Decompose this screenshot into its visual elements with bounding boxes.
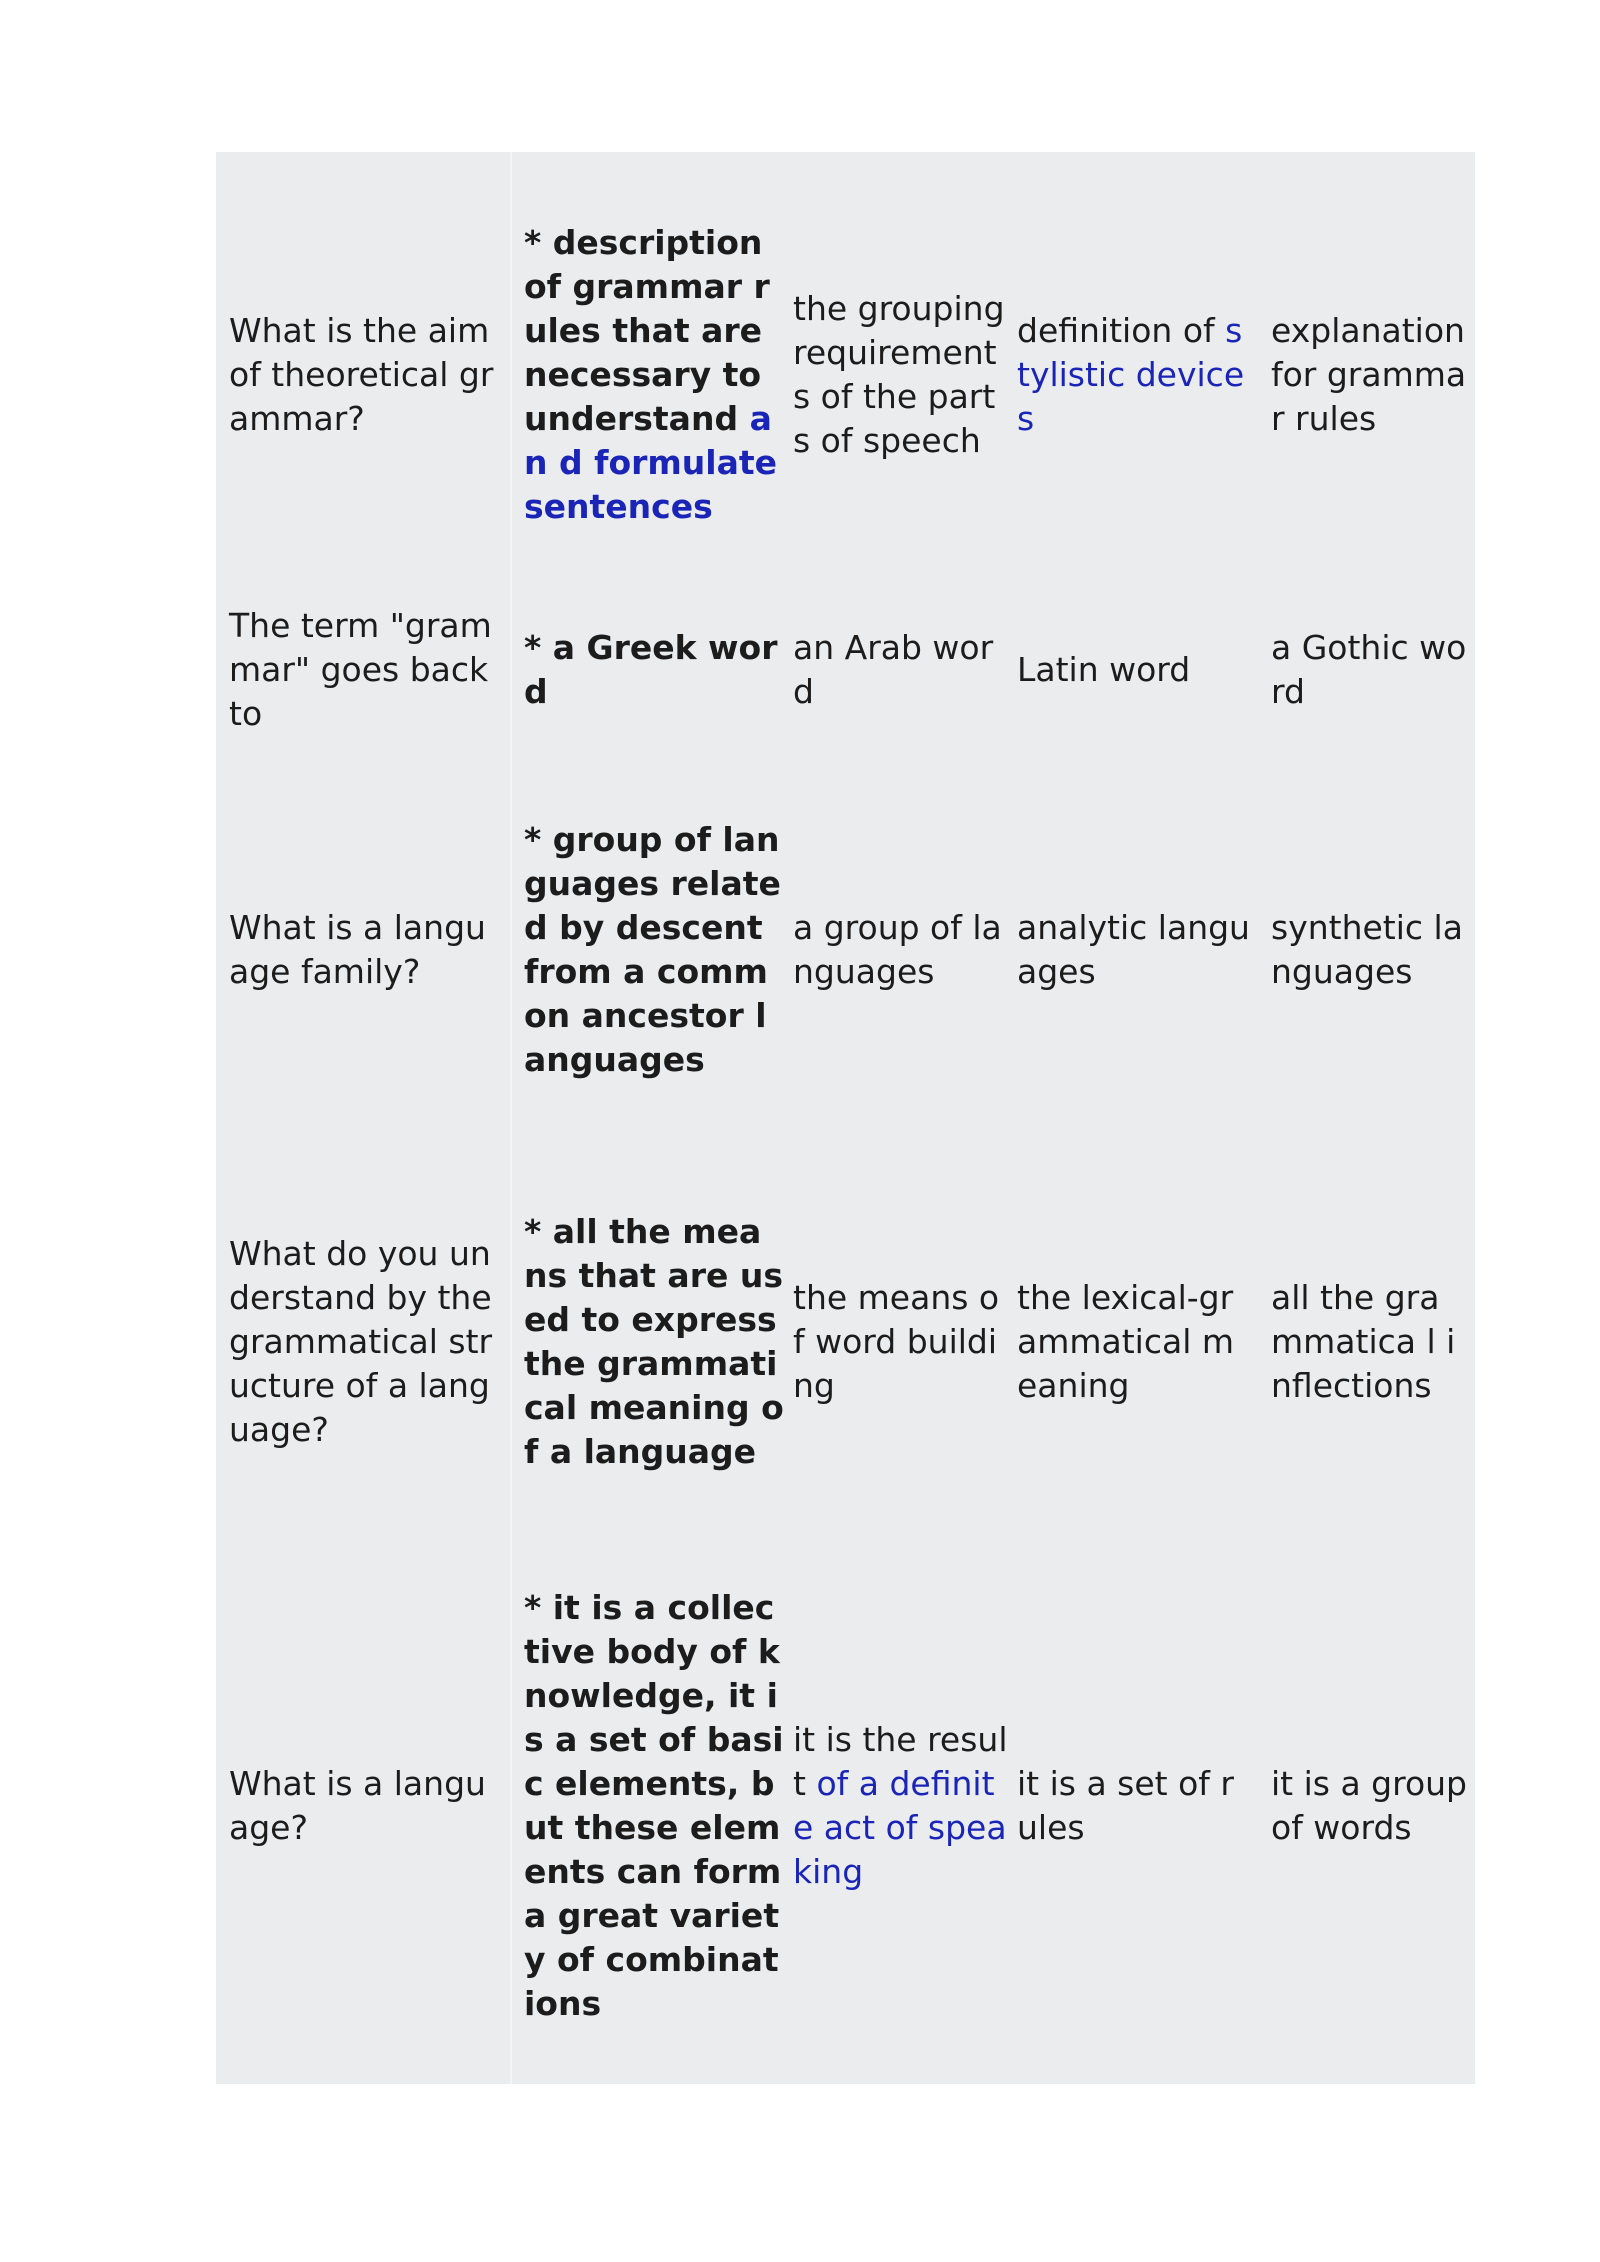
- option-2-cell: definition of stylistic devices: [1017, 310, 1245, 438]
- option-1-cell: the grouping requirement s of the parts of speech: [793, 288, 1005, 460]
- table-row: [216, 597, 1475, 742]
- table-row: [216, 742, 1475, 1157]
- option-2-cell: the lexical-grammatical meaning: [1017, 1278, 1235, 1405]
- correct-answer-cell: * all the means that are used to express the grammatical meaning of a language: [524, 1212, 784, 1471]
- option-2-cell: analytic languages: [1017, 907, 1250, 991]
- table-row: [216, 1527, 1475, 2084]
- option-1-cell: it is the result of a definite act of speaking: [793, 1719, 1008, 1891]
- correct-answer-cell: * group of languages related by descent from a common ancestor languages: [524, 819, 781, 1079]
- table-row: [216, 152, 1475, 597]
- option-3-cell: explanation for grammar rules: [1271, 310, 1467, 438]
- correct-answer-cell: * description of grammar rules that are necessary to understand an d formulate sentences: [524, 222, 778, 526]
- quiz-sheet: [216, 152, 1475, 2084]
- correct-answer-cell: * it is a collective body of knowledge, it is a set of basic elements, but these elements can form a great variety of combinations: [524, 1587, 784, 2023]
- correct-answer-cell: * a Greek word: [524, 627, 778, 711]
- option-1-cell: an Arab word: [793, 627, 994, 711]
- option-3-cell: synthetic languages: [1271, 907, 1463, 991]
- question-cell: What do you understand by the grammatical structure of a language?: [229, 1234, 493, 1449]
- option-3-cell: all the grammatica l inflections: [1271, 1278, 1456, 1405]
- option-3-cell: it is a group of words: [1271, 1763, 1468, 1847]
- option-1-cell: a group of languages: [793, 907, 1002, 991]
- option-3-cell: a Gothic word: [1271, 627, 1467, 711]
- question-cell: What is a language family?: [229, 907, 486, 991]
- option-1-cell: the means of word building: [793, 1278, 1000, 1405]
- question-cell: The term "grammar" goes back to: [229, 605, 492, 733]
- option-2-cell: Latin word: [1017, 649, 1191, 689]
- option-2-cell: it is a set of rules: [1017, 1763, 1234, 1847]
- table-row: [216, 1157, 1475, 1527]
- question-cell: What is a language?: [229, 1763, 486, 1847]
- quiz-table: [216, 152, 1475, 2084]
- question-cell: What is the aim of theoretical grammar?: [229, 310, 494, 438]
